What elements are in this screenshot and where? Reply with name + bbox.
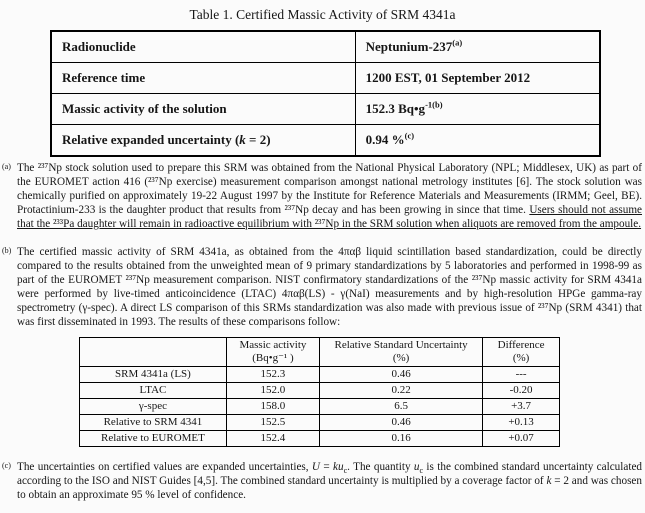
rsu-value: 0.22 (319, 383, 482, 399)
row-label: LTAC (80, 383, 227, 399)
footnote-c (0, 460, 645, 502)
comparison-table (79, 337, 560, 447)
comparison-row-ltac (80, 383, 560, 399)
row-label: Reference time (51, 63, 355, 94)
subscript-c: c (343, 466, 348, 476)
rsu-value: 0.16 (319, 431, 482, 447)
row-value (355, 31, 600, 63)
value-text: Neptunium-237 (365, 39, 453, 54)
difference-value: -0.20 (483, 383, 560, 399)
footnote-c-marker: (c) (2, 461, 11, 470)
footnote-b (0, 245, 645, 447)
comparison-header-row (80, 338, 560, 367)
row-value (355, 63, 600, 94)
row-label: Massic activity of the solution (51, 94, 355, 125)
header-blank (80, 338, 227, 367)
page-title: Table 1. Certified Massic Activity of SRM 4341a (189, 7, 456, 22)
certified-values-table (50, 30, 601, 157)
label-italic-k: k (239, 132, 246, 147)
header-massic-activity: Massic activity (Bq•g⁻¹ ) (226, 338, 319, 367)
footnote-a-marker: (a) (2, 162, 11, 171)
comparison-row-srm4341a-ls (80, 367, 560, 383)
activity-value: 152.5 (226, 415, 319, 431)
comparison-row-relative-euromet (80, 431, 560, 447)
footnote-c-text: = 2 and was chosen to obtain an approximate 95 % level of confidence. (17, 475, 642, 501)
table-row-radionuclide (51, 31, 600, 63)
row-label: SRM 4341a (LS) (80, 367, 227, 383)
footnote-c-text: = (320, 461, 334, 473)
row-label (51, 125, 355, 157)
footnote-b-marker: (b) (2, 246, 12, 255)
footnote-a-underlined-warning: Users should not assume that the ²³³Pa daughter will remain in radioactive equilibrium with ²³⁷Np in the SRM solution when aliquots are removed from the ampoule. (17, 204, 642, 230)
footnote-c-text: is the combined standard uncertainty calculated according to the ISO and NIST Guides [4,5]. The combined standard uncertainty is multiplied by a coverage factor of (17, 461, 643, 487)
table-row-reference-time (51, 63, 600, 94)
table-row-massic-activity (51, 94, 600, 125)
row-value (355, 94, 600, 125)
difference-value: +0.13 (483, 415, 560, 431)
footnote-b-text: The certified massic activity of SRM 4341a, as obtained from the 4παβ liquid scintillation based standardization, could be directly compared to the results obtained from the unweighted mean of 9 primary standardizations by 5 laboratories and performed in 1998-99 as part of the EUROMET ²³⁷Np measurement comparison. NIST confirmatory standardizations of the ²³⁷Np massic activity for SRM 4341a were performed by live-timed anticoincidence (LTAC) 4παβ(LS) - γ(NaI) measurements and by high-resolution HPGe gamma-ray spectrometry (γ-spec). A direct LS comparison of this SRMs standardization was also made with previous issue of ²³⁷Np (SRM 4341) that was first disseminated in 1993. The results of these comparisons follow: (17, 246, 642, 328)
row-value (355, 125, 600, 157)
footnote-ref-c: (c) (404, 130, 415, 141)
footnote-a (0, 161, 645, 231)
label-text: Relative expanded uncertainty ( (62, 132, 240, 147)
value-text: 0.94 % (365, 132, 405, 147)
footnote-c-text: . The quantity (347, 461, 414, 473)
footnote-ref-a: (a) (452, 37, 463, 48)
value-text: 152.3 Bq•g (365, 101, 426, 116)
subscript-c: c (419, 466, 424, 476)
symbol-U: U (311, 461, 321, 473)
rsu-value: 0.46 (319, 367, 482, 383)
activity-value: 152.0 (226, 383, 319, 399)
difference-value: --- (483, 367, 560, 383)
value-text: 1200 EST, 01 September 2012 (365, 70, 531, 85)
row-label: γ-spec (80, 399, 227, 415)
difference-value: +0.07 (483, 431, 560, 447)
header-difference: Difference (%) (483, 338, 560, 367)
difference-value: +3.7 (483, 399, 560, 415)
activity-value: 152.4 (226, 431, 319, 447)
activity-value: 152.3 (226, 367, 319, 383)
rsu-value: 0.46 (319, 415, 482, 431)
comparison-row-relative-srm4341 (80, 415, 560, 431)
row-label: Relative to SRM 4341 (80, 415, 227, 431)
footnote-ref-b: -1(b) (425, 99, 443, 110)
symbol-u: u (413, 461, 420, 473)
activity-value: 158.0 (226, 399, 319, 415)
rsu-value: 6.5 (319, 399, 482, 415)
comparison-row-gamma-spec (80, 399, 560, 415)
symbol-ku: ku (333, 461, 344, 473)
footnote-a-text: The ²³⁷Np stock solution used to prepare this SRM was obtained from the National Physical Laboratory (NPL; Middlesex, UK) as part of the EUROMET action 416 (²³⁷Np exercise) measurement comparison amongst national metrology institutes [6]. The stock solution was chemically purified on approximately 19-22 August 1997 by the Institute for Reference Materials and Measurements (IRMM; Geel, BE). Protactinium-233 is the daughter product that results from ²³⁷Np decay and has been growing in since that time. (17, 162, 642, 216)
table-row-expanded-uncertainty (51, 125, 600, 157)
label-text: = 2) (245, 132, 271, 147)
header-relative-standard-uncertainty: Relative Standard Uncertainty (%) (319, 338, 482, 367)
symbol-k: k (546, 475, 552, 487)
row-label: Relative to EUROMET (80, 431, 227, 447)
footnote-c-text: The uncertainties on certified values are expanded uncertainties, (17, 461, 312, 473)
row-label: Radionuclide (51, 31, 355, 63)
